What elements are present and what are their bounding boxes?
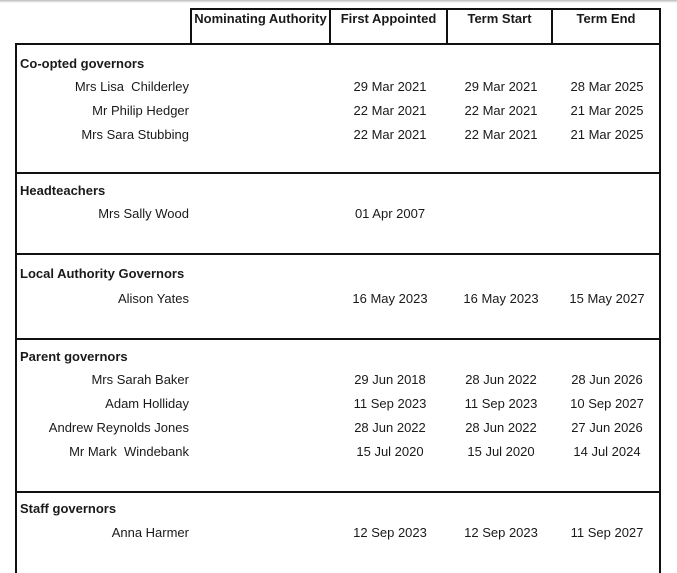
- term-end-date: 27 Jun 2026: [571, 420, 643, 435]
- table-row: [17, 420, 659, 436]
- table-row: [17, 127, 659, 143]
- term-start-date: 28 Jun 2022: [465, 420, 537, 435]
- term-end-date: 21 Mar 2025: [570, 103, 644, 118]
- term-start-date: 28 Jun 2022: [465, 372, 537, 387]
- member-name: Mrs Sara Stubbing: [81, 127, 189, 142]
- first-appointed-date: 12 Sep 2023: [353, 525, 427, 540]
- table-row: [17, 444, 659, 460]
- term-start-date: 22 Mar 2021: [464, 127, 538, 142]
- section-title: Co-opted governors: [20, 56, 145, 71]
- section-title: Staff governors: [20, 501, 117, 516]
- term-end-date: 14 Jul 2024: [573, 444, 641, 459]
- section-staff-governors: [15, 493, 661, 573]
- term-end-date: 21 Mar 2025: [570, 127, 644, 142]
- member-name: Adam Holliday: [105, 396, 189, 411]
- column-header-term-end: Term End: [553, 8, 661, 45]
- section-title: Local Authority Governors: [20, 266, 185, 281]
- member-name: Mrs Lisa Childerley: [74, 79, 189, 94]
- term-start-date: 15 Jul 2020: [467, 444, 535, 459]
- first-appointed-date: 22 Mar 2021: [353, 127, 427, 142]
- member-name: Anna Harmer: [111, 525, 189, 540]
- section-headteachers: [15, 174, 661, 255]
- term-end-date: 11 Sep 2027: [570, 525, 644, 540]
- member-name: Mr Philip Hedger: [92, 103, 189, 118]
- first-appointed-date: 01 Apr 2007: [354, 206, 426, 221]
- table-row: [17, 291, 659, 307]
- term-end-date: 15 May 2027: [569, 291, 645, 306]
- table-row: [17, 206, 659, 222]
- table-row: [17, 372, 659, 388]
- term-start-date: 11 Sep 2023: [464, 396, 538, 411]
- term-end-date: 28 Jun 2026: [571, 372, 643, 387]
- first-appointed-date: 15 Jul 2020: [356, 444, 424, 459]
- term-start-date: 12 Sep 2023: [464, 525, 538, 540]
- section-local-authority-governors: [15, 255, 661, 340]
- table-row: [17, 79, 659, 95]
- section-title: Headteachers: [20, 183, 106, 198]
- section-title: Parent governors: [20, 349, 128, 364]
- term-start-date: 22 Mar 2021: [464, 103, 538, 118]
- member-name: Mr Mark Windebank: [69, 444, 189, 459]
- term-start-date: 16 May 2023: [463, 291, 539, 306]
- term-end-date: 10 Sep 2027: [570, 396, 644, 411]
- term-end-date: 28 Mar 2025: [570, 79, 644, 94]
- column-header-term-start: Term Start: [448, 8, 553, 45]
- term-start-date: 29 Mar 2021: [464, 79, 538, 94]
- member-name: Andrew Reynolds Jones: [48, 420, 189, 435]
- top-edge-shade: [0, 0, 677, 3]
- first-appointed-date: 29 Jun 2018: [354, 372, 426, 387]
- table-row: [17, 103, 659, 119]
- section-co-opted-governors: [15, 43, 661, 174]
- first-appointed-date: 28 Jun 2022: [354, 420, 426, 435]
- member-name: Mrs Sally Wood: [98, 206, 189, 221]
- first-appointed-date: 22 Mar 2021: [353, 103, 427, 118]
- first-appointed-date: 29 Mar 2021: [353, 79, 427, 94]
- column-header-nominating-authority: Nominating Authority: [190, 8, 331, 45]
- member-name: Alison Yates: [117, 291, 189, 306]
- section-parent-governors: [15, 340, 661, 493]
- first-appointed-date: 11 Sep 2023: [353, 396, 427, 411]
- first-appointed-date: 16 May 2023: [352, 291, 428, 306]
- member-name: Mrs Sarah Baker: [91, 372, 189, 387]
- table-row: [17, 396, 659, 412]
- column-header-first-appointed: First Appointed: [331, 8, 448, 45]
- table-row: [17, 525, 659, 541]
